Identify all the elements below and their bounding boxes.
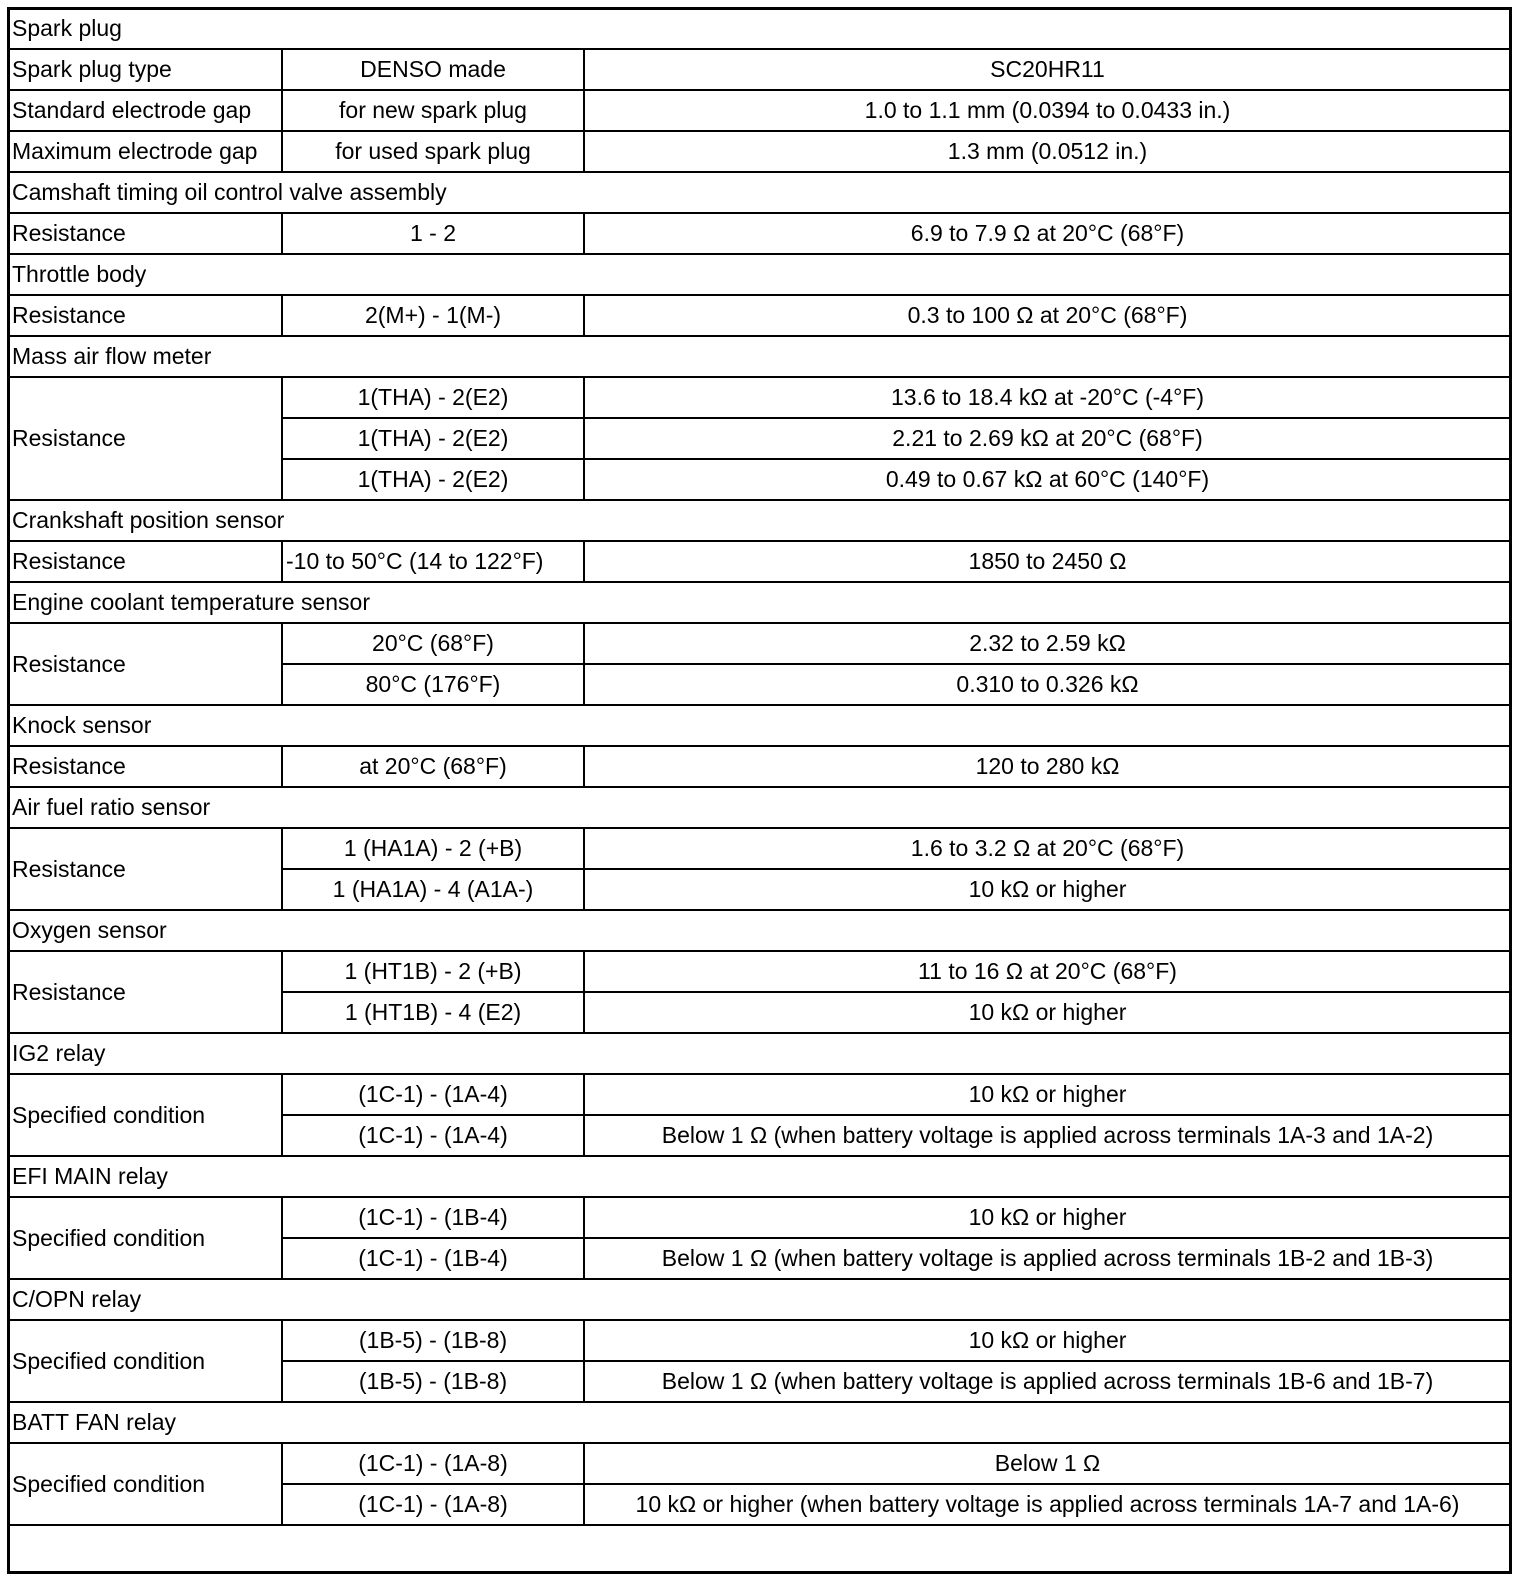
row-condition: 1(THA) - 2(E2) [282, 377, 584, 418]
table-row [8, 951, 1511, 992]
row-condition: (1B-5) - (1B-8) [282, 1361, 584, 1402]
section-header-row [8, 582, 1511, 623]
row-condition: 1(THA) - 2(E2) [282, 459, 584, 500]
row-label: Specified condition [8, 1197, 282, 1279]
row-value: 1.0 to 1.1 mm (0.0394 to 0.0433 in.) [584, 90, 1511, 131]
row-condition: (1C-1) - (1B-4) [282, 1197, 584, 1238]
row-value: 6.9 to 7.9 Ω at 20°C (68°F) [584, 213, 1511, 254]
row-condition: (1C-1) - (1A-4) [282, 1074, 584, 1115]
row-condition: 2(M+) - 1(M-) [282, 295, 584, 336]
row-label: Specified condition [8, 1443, 282, 1525]
row-condition: (1C-1) - (1B-4) [282, 1238, 584, 1279]
row-value: 10 kΩ or higher (when battery voltage is applied across terminals 1A-7 and 1A-6) [584, 1484, 1511, 1525]
table-row [8, 1197, 1511, 1238]
row-condition: 1(THA) - 2(E2) [282, 418, 584, 459]
row-condition: (1C-1) - (1A-8) [282, 1484, 584, 1525]
row-value: 10 kΩ or higher [584, 992, 1511, 1033]
section-title: IG2 relay [8, 1033, 1511, 1074]
section-header-row [8, 172, 1511, 213]
row-condition: (1C-1) - (1A-4) [282, 1115, 584, 1156]
section-header-row [8, 1279, 1511, 1320]
row-value: 2.32 to 2.59 kΩ [584, 623, 1511, 664]
section-title: Air fuel ratio sensor [8, 787, 1511, 828]
section-title: BATT FAN relay [8, 1402, 1511, 1443]
row-value: 2.21 to 2.69 kΩ at 20°C (68°F) [584, 418, 1511, 459]
row-condition: 1 (HT1B) - 4 (E2) [282, 992, 584, 1033]
table-row [8, 623, 1511, 664]
row-condition: (1B-5) - (1B-8) [282, 1320, 584, 1361]
specification-table [7, 7, 1512, 1526]
section-header-row [8, 8, 1511, 49]
row-value: 10 kΩ or higher [584, 1320, 1511, 1361]
section-title: Spark plug [8, 8, 1511, 49]
row-label: Resistance [8, 541, 282, 582]
section-header-row [8, 1402, 1511, 1443]
row-value: 1.3 mm (0.0512 in.) [584, 131, 1511, 172]
row-value: Below 1 Ω (when battery voltage is applied across terminals 1A-3 and 1A-2) [584, 1115, 1511, 1156]
section-header-row [8, 254, 1511, 295]
row-value: Below 1 Ω (when battery voltage is applied across terminals 1B-2 and 1B-3) [584, 1238, 1511, 1279]
row-value: Below 1 Ω (when battery voltage is applied across terminals 1B-6 and 1B-7) [584, 1361, 1511, 1402]
row-condition: 80°C (176°F) [282, 664, 584, 705]
row-label: Resistance [8, 213, 282, 254]
section-title: Oxygen sensor [8, 910, 1511, 951]
row-condition: 1 - 2 [282, 213, 584, 254]
row-condition: for used spark plug [282, 131, 584, 172]
row-condition: at 20°C (68°F) [282, 746, 584, 787]
section-header-row [8, 500, 1511, 541]
table-row [8, 1074, 1511, 1115]
row-label: Resistance [8, 746, 282, 787]
row-condition: 1 (HT1B) - 2 (+B) [282, 951, 584, 992]
row-value: 10 kΩ or higher [584, 869, 1511, 910]
row-condition: for new spark plug [282, 90, 584, 131]
section-title: Throttle body [8, 254, 1511, 295]
row-condition: (1C-1) - (1A-8) [282, 1443, 584, 1484]
row-value: 10 kΩ or higher [584, 1074, 1511, 1115]
row-condition: 1 (HA1A) - 2 (+B) [282, 828, 584, 869]
row-label: Spark plug type [8, 49, 282, 90]
section-header-row [8, 1033, 1511, 1074]
row-condition: DENSO made [282, 49, 584, 90]
row-label: Resistance [8, 623, 282, 705]
table-row [8, 828, 1511, 869]
section-title: Knock sensor [8, 705, 1511, 746]
specification-table-body [8, 8, 1511, 1525]
section-header-row [8, 910, 1511, 951]
row-label: Resistance [8, 377, 282, 500]
row-value: 0.49 to 0.67 kΩ at 60°C (140°F) [584, 459, 1511, 500]
row-label: Standard electrode gap [8, 90, 282, 131]
table-row [8, 377, 1511, 418]
table-row [8, 1443, 1511, 1484]
row-value: 120 to 280 kΩ [584, 746, 1511, 787]
section-header-row [8, 705, 1511, 746]
table-row [8, 1320, 1511, 1361]
section-header-row [8, 336, 1511, 377]
table-row [8, 541, 1511, 582]
row-value: 10 kΩ or higher [584, 1197, 1511, 1238]
table-row [8, 746, 1511, 787]
row-value: 0.3 to 100 Ω at 20°C (68°F) [584, 295, 1511, 336]
table-row [8, 49, 1511, 90]
row-condition: 1 (HA1A) - 4 (A1A-) [282, 869, 584, 910]
row-value: 1850 to 2450 Ω [584, 541, 1511, 582]
section-title: C/OPN relay [8, 1279, 1511, 1320]
section-title: Crankshaft position sensor [8, 500, 1511, 541]
row-label: Maximum electrode gap [8, 131, 282, 172]
row-label: Resistance [8, 951, 282, 1033]
table-row [8, 131, 1511, 172]
section-title: EFI MAIN relay [8, 1156, 1511, 1197]
row-value: 1.6 to 3.2 Ω at 20°C (68°F) [584, 828, 1511, 869]
section-title: Engine coolant temperature sensor [8, 582, 1511, 623]
row-label: Resistance [8, 295, 282, 336]
section-header-row [8, 1156, 1511, 1197]
row-label: Resistance [8, 828, 282, 910]
row-condition: 20°C (68°F) [282, 623, 584, 664]
section-title: Mass air flow meter [8, 336, 1511, 377]
row-value: 0.310 to 0.326 kΩ [584, 664, 1511, 705]
table-row [8, 295, 1511, 336]
table-row [8, 213, 1511, 254]
row-value: Below 1 Ω [584, 1443, 1511, 1484]
section-header-row [8, 787, 1511, 828]
row-condition: -10 to 50°C (14 to 122°F) [282, 541, 584, 582]
row-label: Specified condition [8, 1074, 282, 1156]
row-value: 11 to 16 Ω at 20°C (68°F) [584, 951, 1511, 992]
row-value: SC20HR11 [584, 49, 1511, 90]
table-row [8, 90, 1511, 131]
row-value: 13.6 to 18.4 kΩ at -20°C (-4°F) [584, 377, 1511, 418]
section-title: Camshaft timing oil control valve assembly [8, 172, 1511, 213]
row-label: Specified condition [8, 1320, 282, 1402]
